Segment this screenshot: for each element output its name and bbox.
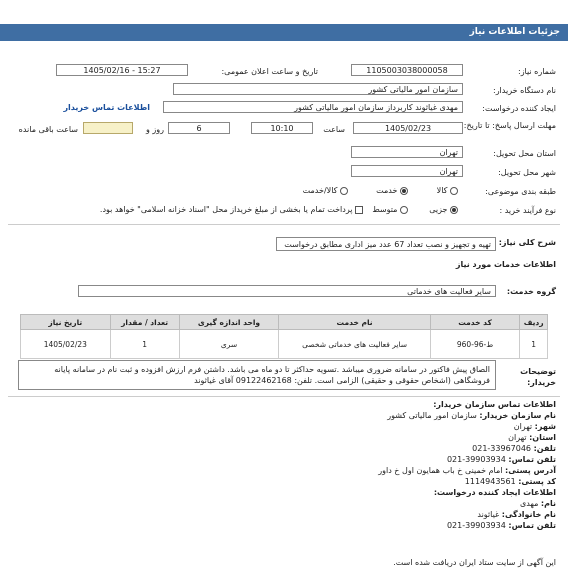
footer-note: این آگهی از سایت ستاد ایران دریافت شده است. [393, 558, 556, 567]
radio-goods-service-icon[interactable] [340, 187, 348, 195]
announce-date-field: 1405/02/16 - 15:27 [56, 64, 188, 76]
need-number-label: شماره نیاز: [518, 67, 556, 76]
hours-remaining-label: ساعت باقی مانده [18, 125, 78, 134]
process-label: نوع فرآیند خرید : [499, 206, 556, 215]
city-field: تهران [351, 165, 463, 177]
contact-province: استان: تهران [508, 433, 556, 442]
deadline-time-field: 10:10 [251, 122, 313, 134]
hours-remaining-field [83, 122, 133, 134]
treasury-payment-option[interactable]: پرداخت تمام یا بخشی از مبلغ خریداز محل "اسناد خزانه اسلامی" خواهد بود. [100, 205, 363, 214]
services-table [20, 314, 548, 359]
services-section-title: اطلاعات خدمات مورد نیاز [455, 260, 556, 269]
checkbox-icon[interactable] [355, 206, 363, 214]
contact-org: نام سازمان خریدار: سازمان امور مالیاتی کشور [387, 411, 556, 420]
col-unit: واحد اندازه گیری [179, 315, 279, 330]
summary-label: شرح کلی نیاز: [498, 238, 556, 247]
radio-partial-icon[interactable] [450, 206, 458, 214]
cell-row: 1 [520, 330, 548, 359]
process-option-partial[interactable]: جزیی [429, 205, 458, 214]
divider [8, 396, 560, 397]
cell-date: 1405/02/23 [21, 330, 111, 359]
creator-section-title: اطلاعات ایجاد کننده درخواست: [433, 488, 556, 497]
deadline-date-field: 1405/02/23 [353, 122, 463, 134]
radio-service-icon[interactable] [400, 187, 408, 195]
contact-phone: تلفن: 021-33967046 [472, 444, 556, 453]
creator-label: ایجاد کننده درخواست: [482, 104, 556, 113]
col-name: نام خدمت [279, 315, 430, 330]
cell-code: ط-96-960 [430, 330, 520, 359]
col-row: ردیف [520, 315, 548, 330]
category-option-service[interactable]: خدمت [376, 186, 408, 195]
province-label: استان محل تحویل: [493, 149, 556, 158]
radio-medium-icon[interactable] [400, 206, 408, 214]
city-label: شهر محل تحویل: [498, 168, 556, 177]
province-field: تهران [351, 146, 463, 158]
table-row[interactable] [21, 330, 548, 359]
need-number-field: 1105003038000058 [351, 64, 463, 76]
contact-city: شهر: تهران [513, 422, 556, 431]
col-code: کد خدمت [430, 315, 520, 330]
category-option-goods[interactable]: کالا [437, 186, 458, 195]
buyer-contact-link[interactable]: اطلاعات تماس خریدار [63, 103, 150, 112]
contact-fax: تلفن تماس: 021-39903934 [446, 455, 556, 464]
divider [8, 224, 560, 225]
days-remaining-field: 6 [168, 122, 230, 134]
page-title: جزئیات اطلاعات نیاز [469, 27, 560, 37]
creator-first-name: نام: مهدی [519, 499, 556, 508]
buyer-notes-label: توضیحات خریدار: [520, 367, 556, 387]
service-group-label: گروه خدمت: [506, 287, 556, 296]
announce-label: تاریخ و ساعت اعلان عمومی: [221, 67, 318, 76]
col-qty: تعداد / مقدار [110, 315, 179, 330]
creator-field: مهدی غیاثوند کاربرداز سازمان امور مالیاتی کشور [163, 101, 463, 113]
contact-section-title: اطلاعات تماس سازمان خریدار: [433, 400, 556, 409]
category-option-goods-service[interactable]: کالا/خدمت [303, 186, 348, 195]
buyer-org-label: نام دستگاه خریدار: [493, 86, 556, 95]
radio-goods-icon[interactable] [450, 187, 458, 195]
col-date: تاریخ نیاز [21, 315, 111, 330]
cell-unit: سری [179, 330, 279, 359]
cell-name: سایر فعالیت های خدماتی شخصی [279, 330, 430, 359]
category-label: طبقه بندی موضوعی: [485, 187, 556, 196]
deadline-label: مهلت ارسال پاسخ: تا تاریخ: [463, 121, 556, 130]
table-header-row [21, 315, 548, 330]
creator-last-name: نام خانوادگی: غیاثوند [477, 510, 556, 519]
creator-phone: تلفن تماس: 021-39903934 [446, 521, 556, 530]
cell-qty: 1 [110, 330, 179, 359]
contact-postal: کد پستی: 1114943561 [464, 477, 556, 486]
buyer-org-field: سازمان امور مالیاتی کشور [173, 83, 463, 95]
deadline-time-label: ساعت [323, 125, 345, 134]
service-group-field: سایر فعالیت های خدماتی [78, 285, 496, 297]
contact-address: آدرس پستی: امام خمینی خ باب همایون اول خ داور [378, 466, 556, 475]
summary-field: تهیه و تجهیز و نصب تعداد 67 عدد میز اداری مطابق درخواست [276, 237, 496, 251]
days-label: روز و [146, 125, 164, 134]
page-title-bar [0, 24, 568, 41]
buyer-notes-field: الصاق پیش فاکتور در سامانه ضروری میباشد .تسویه حداکثر تا دو ماه می باشد. داشتن فرم ارزش افزوده و ثبت نام در سامانه پایانه فروشگاهی (اشخاص حقوقی و حقیقی) الزامی است. تلفن: 09122462168 آقای غیاثوند [18, 360, 496, 390]
process-option-medium[interactable]: متوسط [372, 205, 408, 214]
